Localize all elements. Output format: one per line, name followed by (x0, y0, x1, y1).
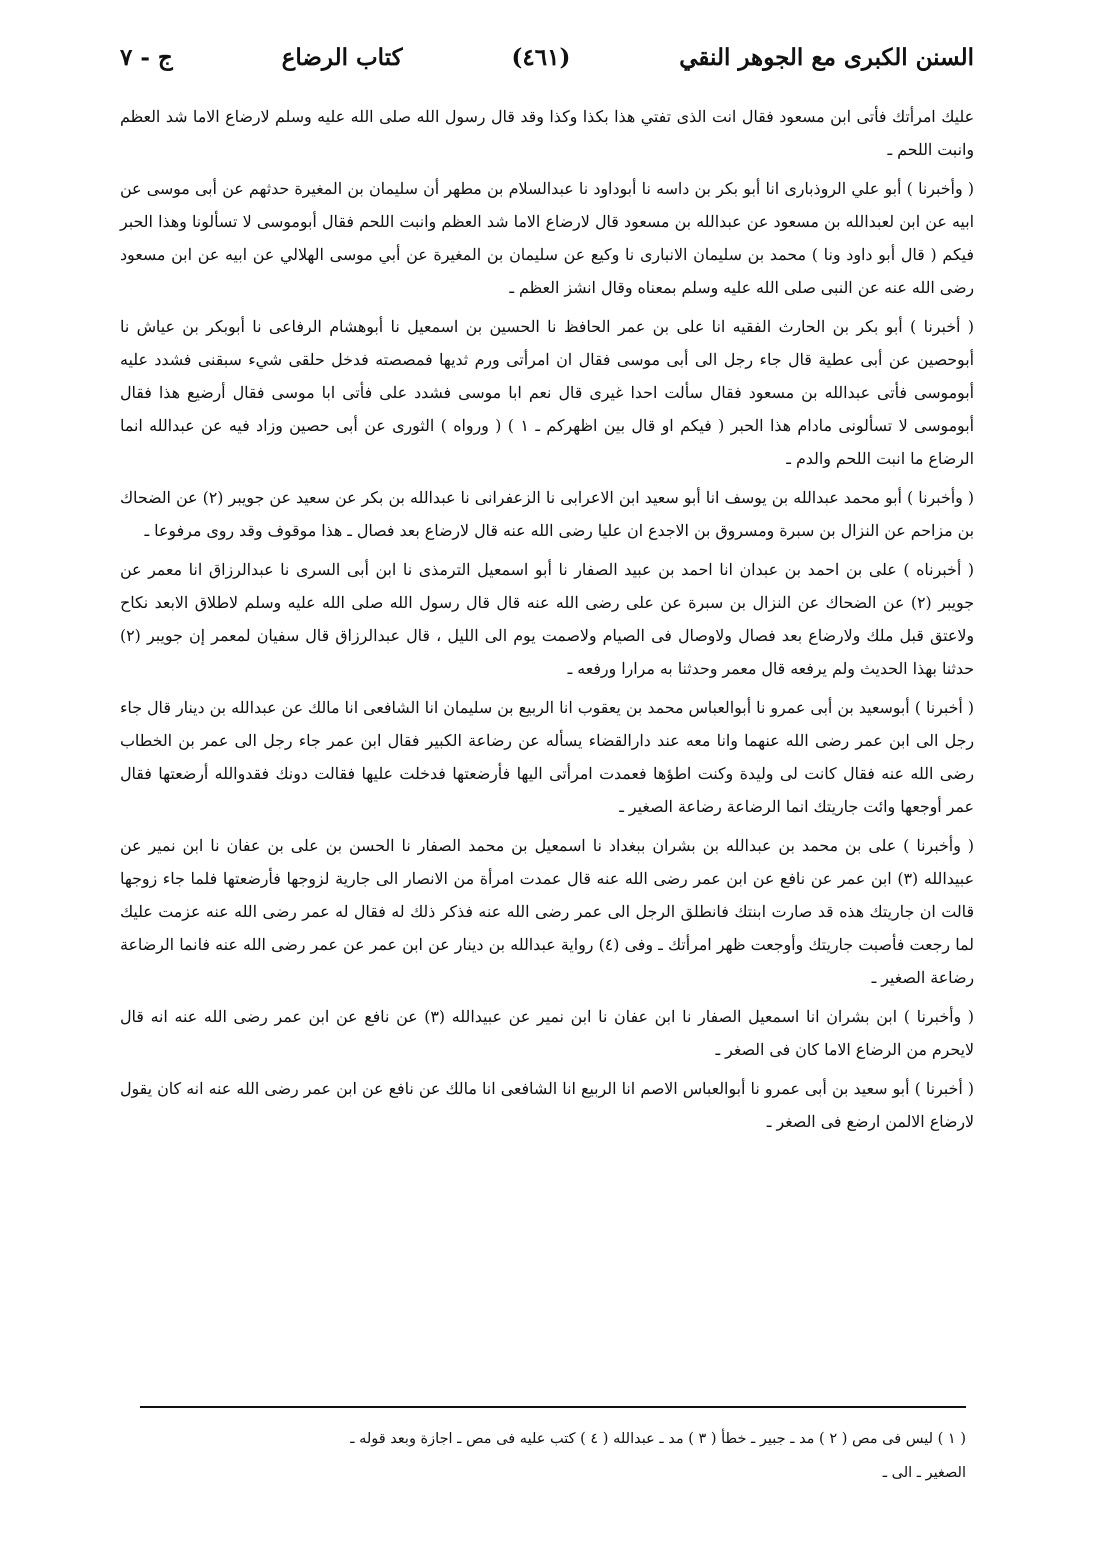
book-title: السنن الكبرى مع الجوهر النقي (679, 44, 974, 71)
page-number: (٤٦١) (511, 44, 571, 71)
footnote-divider (140, 1406, 966, 1408)
paragraph: ( أخبرنا ) أبو بكر بن الحارث الفقيه انا على بن عمر الحافظ نا الحسين بن اسمعيل نا أبوهشام الرفاعى نا أبوبكر بن عياش نا أبوحصين عن أبى عطية قال جاء رجل الى أبى موسى فقال ان امرأتى ورم ثديها فمصصته فدخل حلقى شيء سبقنى فشدد عليه أبوموسى فأتى عبدالله بن مسعود فقال سألت احدا غيرى قال نعم ابا موسى فشدد على فأتى ابا موسى فقال أرضيع هذا فقال أبوموسى لا تسألونى مادام هذا الحبر ( فيكم او قال بين اظهركم ـ ١ ) ( ورواه ) الثورى عن أبى حصين وزاد فيه عن عبدالله انما الرضاع ما انبت اللحم والدم ـ (120, 317, 974, 468)
paragraph: ( أخبرنا ) أبوسعيد بن أبى عمرو نا أبوالعباس محمد بن يعقوب انا الربيع بن سليمان انا الشافعى انا مالك عن عبدالله بن دينار قال جاء رجل الى ابن عمر رضى الله عنهما وانا معه عند دارالقضاء يسأله عن رضاعة الكبير فقال ابن عمر جاء رجل الى عمر بن الخطاب رضى الله عنه فقال كانت لى وليدة وكنت اطؤها فعمدت امرأتى اليها فأرضعتها فدخلت عليها فقالت دونك فقدوالله أرضعتها فقال عمر أوجعها وائت جاريتك انما الرضاعة رضاعة الصغير ـ (120, 698, 974, 816)
paragraph: ( وأخبرنا ) أبو محمد عبدالله بن يوسف انا أبو سعيد ابن الاعرابى نا الزعفرانى نا عبدالله بن بكر عن سعيد عن جويبر (٢) عن الضحاك بن مزاحم عن النزال بن سبرة ومسروق بن الاجدع ان عليا رضى الله عنه قال لارضاع بعد فصال ـ هذا موقوف وقد روى مرفوعا ـ (120, 488, 974, 540)
footnote-line: ( ١ ) ليس فى مص ( ٢ ) مد ـ جبير ـ خطأ ( ٣ ) مد ـ عبدالله ( ٤ ) كتب عليه فى مص ـ اجازة وبعد قوله ـ (350, 1431, 966, 1447)
paragraph: عليك امرأتك فأتى ابن مسعود فقال انت الذى تفتي هذا بكذا وكذا وقد قال رسول الله صلى الله عليه وسلم لارضاع الاما شد العظم وانبت اللحم ـ (120, 107, 974, 159)
volume-number: ج - ٧ (120, 44, 173, 71)
paragraph: ( وأخبرنا ) أبو علي الروذبارى انا أبو بكر بن داسه نا أبوداود نا عبدالسلام بن مطهر أن سليمان بن المغيرة حدثهم عن أبى موسى عن ابيه عن ابن لعبدالله بن مسعود عن عبدالله بن مسعود قال لارضاع الاما شد العظم وانبت اللحم فقال أبوموسى لا تسألونا وهذا الحبر فيكم ( قال أبو داود ونا ) محمد بن سليمان الانبارى نا وكيع عن سليمان بن المغيرة عن أبي موسى الهلالي عن ابيه عن ابن مسعود رضى الله عنه عن النبى صلى الله عليه وسلم بمعناه وقال انشز العظم ـ (120, 179, 974, 297)
page-header (120, 44, 974, 90)
paragraph: ( أخبرنا ) أبو سعيد بن أبى عمرو نا أبوالعباس الاصم انا الربيع انا الشافعى انا مالك عن نافع عن ابن عمر رضى الله عنه انه كان يقول لارضاع الالمن ارضع فى الصغر ـ (120, 1079, 974, 1131)
paragraph: ( أخبرناه ) على بن احمد بن عبدان انا احمد بن عبيد الصفار نا أبو اسمعيل الترمذى نا ابن أبى السرى نا عبدالرزاق انا معمر عن جويبر (٢) عن الضحاك عن النزال بن سبرة عن على رضى الله عنه قال قال رسول الله صلى الله عليه وسلم لاطلاق الابعد نكاح ولاعتق قبل ملك ولارضاع بعد فصال ولاوصال فى الصيام ولاصمت يوم الى الليل ، قال عبدالرزاق قال سفيان لمعمر إن جويبر (٢) حدثنا بهذا الحديث ولم يرفعه قال معمر وحدثنا به مرارا ورفعه ـ (120, 560, 974, 678)
footnote-line: الصغير ـ الى ـ (882, 1465, 966, 1481)
paragraph: ( وأخبرنا ) على بن محمد بن عبدالله بن بشران ببغداد نا اسمعيل بن محمد الصفار نا الحسن بن على بن عفان نا ابن نمير عن عبيدالله (٣) ابن عمر عن نافع عن ابن عمر رضى الله عنه قال عمدت امرأة من الانصار الى جارية لزوجها فأرضعتها فلما جاء زوجها قالت ان جاريتك هذه قد صارت ابنتك فانطلق الرجل الى عمر رضى الله عنه فذكر ذلك له فقال له عمر رضى الله عنه عزمت عليك لما رجعت فأصبت جاريتك وأوجعت ظهر امرأتك ـ وفى (٤) رواية عبدالله بن دينار عن ابن عمر عن عمر رضى الله عنه فانما الرضاعة رضاعة الصغير ـ (120, 836, 974, 987)
chapter-title: كتاب الرضاع (281, 44, 403, 71)
main-text (120, 100, 974, 1138)
footnotes (140, 1422, 966, 1490)
paragraph: ( وأخبرنا ) ابن بشران انا اسمعيل الصفار نا ابن عفان نا ابن نمير عن عبيدالله (٣) عن نافع عن ابن عمر رضى الله عنه انه قال لايحرم من الرضاع الاما كان فى الصغر ـ (120, 1007, 974, 1059)
